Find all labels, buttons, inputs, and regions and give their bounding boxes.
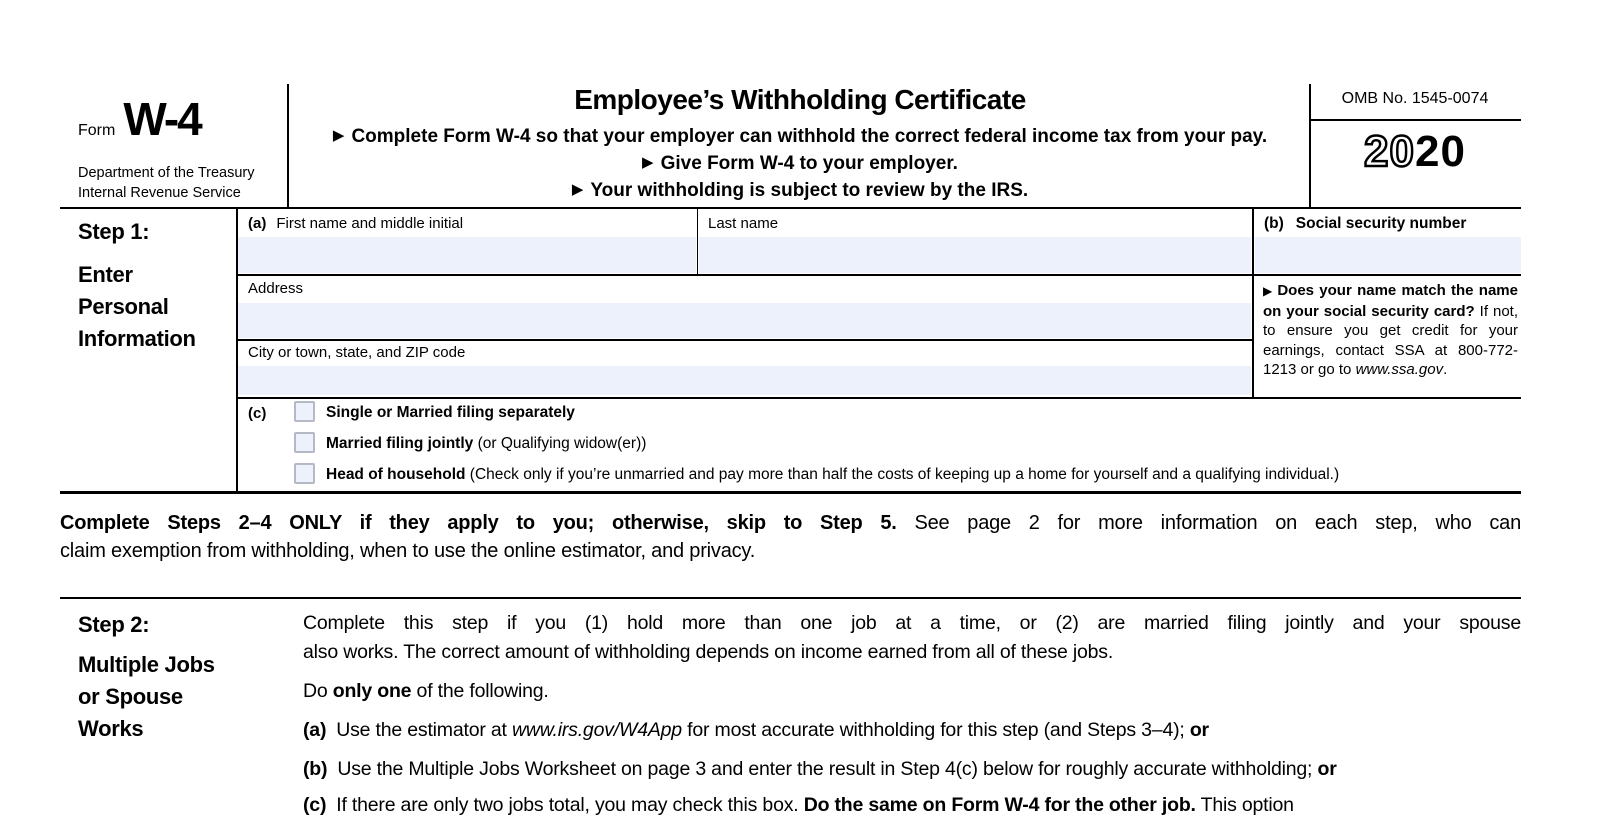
- ssa-url: www.ssa.gov: [1355, 361, 1444, 378]
- agency-line-2: Internal Revenue Service: [78, 185, 241, 201]
- year-solid-digits: 20: [1415, 127, 1466, 176]
- city-state-zip-input[interactable]: [238, 366, 1251, 395]
- head-of-household-checkbox[interactable]: [294, 463, 315, 484]
- married-filing-jointly-label: Married filing jointly (or Qualifying widow(er)): [326, 435, 647, 452]
- omb-number: OMB No. 1545-0074: [1341, 90, 1489, 107]
- row2-border: [236, 339, 1252, 341]
- step1-title: Enter Personal Information: [78, 262, 196, 351]
- irs-estimator-url: www.irs.gov/W4App: [511, 719, 682, 741]
- last-name-label: Last name: [708, 215, 779, 232]
- tax-year: [1309, 127, 1521, 177]
- first-name-input[interactable]: [238, 237, 696, 273]
- row3-border: [236, 397, 1521, 399]
- section-rule: [60, 597, 1521, 599]
- arrow-icon: ▶: [642, 154, 654, 171]
- instruction-line: ▶ Give Form W-4 to your employer.: [642, 153, 958, 174]
- address-label: Address: [248, 280, 304, 297]
- step2-do-only-one: Do only one of the following.: [303, 680, 549, 702]
- filing-status-prefix: (c): [248, 405, 267, 422]
- married-filing-jointly-checkbox[interactable]: [294, 432, 315, 453]
- ssn-column-divider: [1252, 207, 1254, 397]
- step2-label: Step 2:: [78, 612, 150, 637]
- steps-2-4-note: Complete Steps 2–4 ONLY if they apply to you; otherwise, skip to Step 5. See page 2 for more information on each step, who can claim exemption from withholding, when to use the online estimator, and privacy.: [60, 512, 1522, 562]
- arrow-icon: ▶: [332, 127, 345, 144]
- single-or-married-separately-label: Single or Married filing separately: [326, 404, 575, 421]
- ssn-match-note: ▶ Does your name match the name on your social security card? If not, to ensure you get credit for your earnings, contact SSA at 800-772-1213 or go to www.ssa.gov.: [1263, 282, 1518, 378]
- step1-label: Step 1:: [78, 219, 150, 244]
- step2-option-a: (a) Use the estimator at www.irs.gov/W4App for most accurate withholding for this step (and Steps 3–4); or: [303, 719, 1209, 741]
- ssn-input[interactable]: [1255, 237, 1521, 273]
- omb-underline: [1309, 119, 1521, 121]
- header-divider-left: [287, 84, 289, 208]
- first-name-label: (a) First name and middle initial: [248, 215, 464, 232]
- year-outline-digits: 20: [1364, 127, 1415, 176]
- arrow-icon: ▶: [1263, 284, 1274, 298]
- table-top-border: [60, 207, 1521, 209]
- step1-section: [60, 207, 1521, 497]
- step2-title: Multiple Jobs or Spouse Works: [78, 652, 215, 741]
- row1-border: [236, 274, 1521, 276]
- step2-intro-line2: also works. The correct amount of withholding depends on income earned from all of these jobs.: [303, 641, 1114, 663]
- form-title: Employee’s Withholding Certificate: [574, 84, 1026, 115]
- form-word: Form: [78, 122, 116, 139]
- form-number: W-4: [123, 93, 201, 145]
- arrow-icon: ▶: [571, 181, 584, 198]
- step2-intro-line1: Complete this step if you (1) hold more than one job at a time, or (2) are married filing jointly and your spouse: [303, 612, 1521, 634]
- last-name-input[interactable]: [699, 237, 1251, 273]
- step1-bottom-border: [60, 491, 1521, 494]
- address-input[interactable]: [238, 303, 1251, 338]
- header-center: [300, 84, 1300, 205]
- head-of-household-label: Head of household (Check only if you’re unmarried and pay more than half the costs of keeping up a home for yourself and a qualifying individual.): [326, 466, 1340, 483]
- header-instructions: [300, 124, 1300, 205]
- instruction-line: ▶ Complete Form W-4 so that your employer can withhold the correct federal income tax from your pay.: [332, 126, 1268, 147]
- form-identifier: [78, 93, 201, 145]
- instruction-line: ▶ Your withholding is subject to review by the IRS.: [571, 180, 1029, 201]
- agency-line-1: Department of the Treasury: [78, 165, 255, 181]
- step2-option-c: (c) If there are only two jobs total, you may check this box. Do the same on Form W-4 for the other job. This option: [303, 794, 1294, 816]
- agency-block: [78, 163, 255, 203]
- single-or-married-separately-checkbox[interactable]: [294, 401, 315, 422]
- step2-option-b: (b) Use the Multiple Jobs Worksheet on page 3 and enter the result in Step 4(c) below for roughly accurate withholding; or: [303, 758, 1337, 780]
- city-state-zip-label: City or town, state, and ZIP code: [248, 344, 466, 361]
- ssn-label: (b) Social security number: [1264, 215, 1467, 232]
- name-cell-divider: [697, 207, 698, 274]
